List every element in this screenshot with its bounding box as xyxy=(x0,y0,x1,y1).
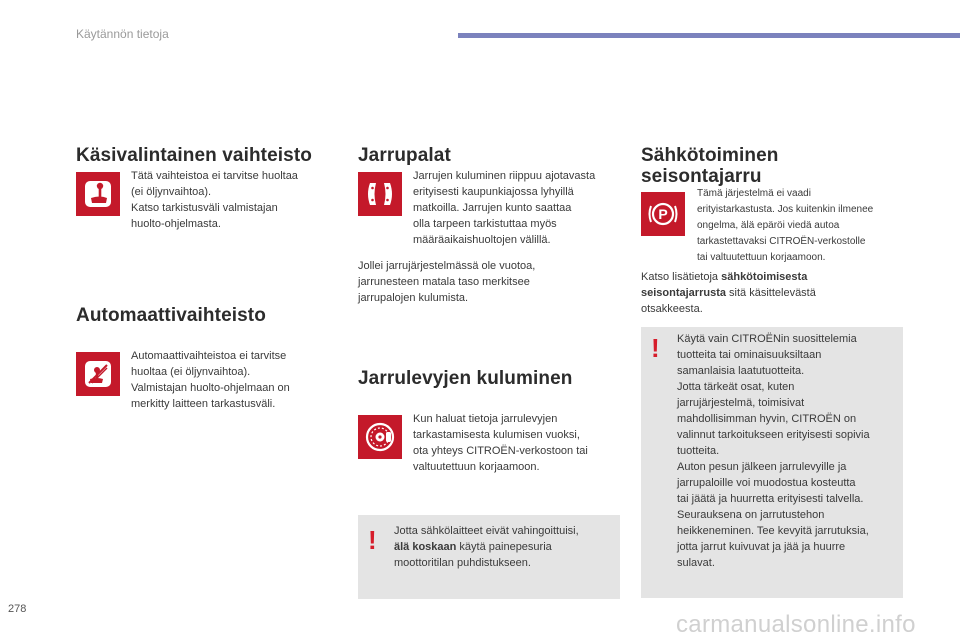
products-note-text xyxy=(677,331,901,571)
brake-discs-text xyxy=(413,411,628,475)
note-line-rest: käytä painepesuria xyxy=(456,541,552,553)
brake-pads-line: määräaikaishuoltojen välillä. xyxy=(413,234,551,246)
automatic-gearbox-line: huoltaa (ei öljynvaihtoa). xyxy=(131,366,251,378)
reference-bold: seisontajarrusta xyxy=(641,287,726,299)
manual-gearbox-line: huolto-ohjelmasta. xyxy=(131,218,221,230)
reference-prefix: Katso lisätietoja xyxy=(641,271,722,283)
manual-gearbox-text xyxy=(131,168,341,232)
products-note xyxy=(641,327,903,598)
manual-gearbox-line: (ei öljynvaihtoa). xyxy=(131,186,212,198)
parking-brake-reference xyxy=(641,269,901,317)
manual-gear-lever-icon xyxy=(76,172,120,216)
brake-fluid-line: jarrupalojen kulumista. xyxy=(358,292,469,304)
watermark: carmanualsonline.info xyxy=(676,611,916,638)
header-accent-bar xyxy=(458,33,960,38)
note-line: heikkeneminen. Tee kevyitä jarrutuksia, xyxy=(677,525,869,537)
parking-brake-text xyxy=(697,186,915,266)
brake-discs-line: Kun haluat tietoja jarrulevyjen xyxy=(413,413,558,425)
manual-gearbox-line: Tätä vaihteistoa ei tarvitse huoltaa xyxy=(131,170,298,182)
note-line xyxy=(394,539,616,555)
parking-brake-heading xyxy=(641,145,778,187)
note-line: tai jäätä ja huurretta erityisesti talvella. xyxy=(677,493,864,505)
automatic-gearbox-heading: Automaattivaihteisto xyxy=(76,305,266,326)
brake-pads-line: Jarrujen kuluminen riippuu ajotavasta xyxy=(413,170,596,182)
note-line: Jotta sähkölaitteet eivät vahingoittuisi, xyxy=(394,525,579,537)
exclamation-icon: ! xyxy=(368,525,377,555)
automatic-gearbox-line: merkitty laitteen tarkastusväli. xyxy=(131,398,276,410)
brake-discs-line: tarkastamisesta kulumisen vuoksi, xyxy=(413,429,580,441)
parking-brake-line: Tämä järjestelmä ei vaadi xyxy=(697,188,811,199)
parking-brake-line: tarkastettavaksi CITROËN-verkostolle xyxy=(697,236,866,247)
parking-brake-line: ongelma, älä epäröi viedä autoa xyxy=(697,220,840,231)
note-bold-phrase: älä koskaan xyxy=(394,541,457,553)
reference-line xyxy=(641,269,901,285)
brake-pads-line: olla tarpeen tarkistuttaa myös xyxy=(413,218,557,230)
automatic-gearbox-line: Valmistajan huolto-ohjelmaan on xyxy=(131,382,290,394)
note-line: mahdollisimman hyvin, CITROËN on xyxy=(677,413,857,425)
note-line: tuotteita tai ominaisuuksiltaan xyxy=(677,349,822,361)
brake-fluid-text xyxy=(358,258,608,306)
reference-bold: sähkötoimisesta xyxy=(721,271,808,283)
note-line: Auton pesun jälkeen jarrulevyille ja xyxy=(677,461,847,473)
note-line: samanlaisia laatutuotteita. xyxy=(677,365,805,377)
reference-suffix: sitä käsittelevästä xyxy=(725,287,816,299)
brake-discs-heading: Jarrulevyjen kuluminen xyxy=(358,368,573,389)
brake-pads-icon xyxy=(358,172,402,216)
page-header-title: Käytännön tietoja xyxy=(76,27,169,41)
automatic-gearbox-text xyxy=(131,348,341,412)
brake-fluid-line: Jollei jarrujärjestelmässä ole vuotoa, xyxy=(358,260,536,272)
brake-pads-line: matkoilla. Jarrujen kunto saattaa xyxy=(413,202,572,214)
parking-brake-p-icon xyxy=(641,192,685,236)
brake-discs-line: ota yhteys CITROËN-verkostoon tai xyxy=(413,445,588,457)
note-line: moottoritilan puhdistukseen. xyxy=(394,557,531,569)
parking-brake-heading-line: seisontajarru xyxy=(641,166,762,187)
note-line: tuotteita. xyxy=(677,445,720,457)
parking-brake-heading-line: Sähkötoiminen xyxy=(641,145,779,166)
exclamation-icon: ! xyxy=(651,333,660,363)
note-line: Seurauksena on jarrutustehon xyxy=(677,509,825,521)
brake-pads-line: erityisesti kaupunkiajossa lyhyillä xyxy=(413,186,574,198)
note-line: valinnut tarkoitukseen erityisesti sopivia xyxy=(677,429,870,441)
manual-gearbox-heading: Käsivalintainen vaihteisto xyxy=(76,145,312,166)
reference-line: otsakkeesta. xyxy=(641,303,703,315)
svg-text:P: P xyxy=(658,206,668,222)
pressure-washer-note xyxy=(358,515,620,599)
parking-brake-line: tai valtuutettuun korjaamoon. xyxy=(697,252,826,263)
note-line: jarrupaloille voi muodostua kosteutta xyxy=(677,477,856,489)
automatic-gear-selector-icon xyxy=(76,352,120,396)
parking-brake-line: erityistarkastusta. Jos kuitenkin ilmenee xyxy=(697,204,874,215)
note-line: Jotta tärkeät osat, kuten xyxy=(677,381,795,393)
brake-pads-heading: Jarrupalat xyxy=(358,145,451,166)
brake-disc-icon xyxy=(358,415,402,459)
brake-pads-text xyxy=(413,168,628,248)
note-line: sulavat. xyxy=(677,557,715,569)
note-line: jotta jarrut kuivuvat ja jää ja huurre xyxy=(677,541,846,553)
note-line: Käytä vain CITROËNin suosittelemia xyxy=(677,333,857,345)
note-line: jarrujärjestelmä, toimisivat xyxy=(677,397,805,409)
manual-gearbox-line: Katso tarkistusväli valmistajan xyxy=(131,202,278,214)
page-number: 278 xyxy=(8,603,27,615)
automatic-gearbox-line: Automaattivaihteistoa ei tarvitse xyxy=(131,350,287,362)
brake-discs-line: valtuutettuun korjaamoon. xyxy=(413,461,540,473)
brake-fluid-line: jarrunesteen matala taso merkitsee xyxy=(358,276,530,288)
pressure-washer-note-text xyxy=(394,523,616,571)
reference-line xyxy=(641,285,901,301)
